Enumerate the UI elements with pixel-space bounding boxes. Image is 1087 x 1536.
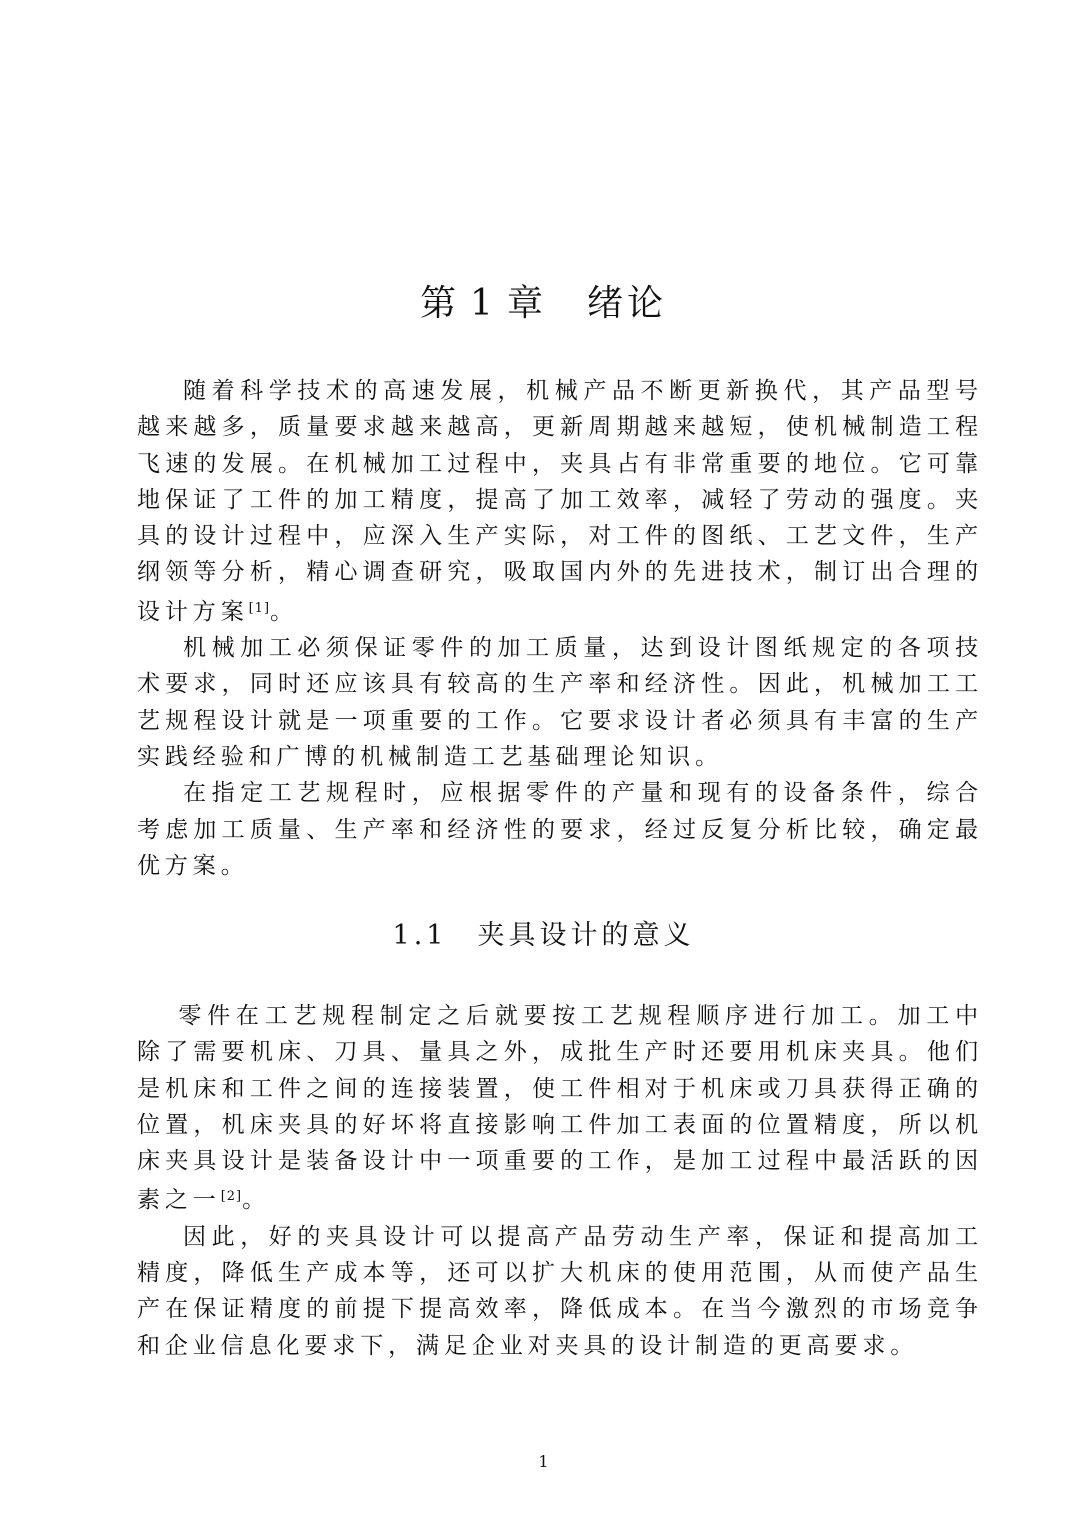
chapter-number: 1: [470, 283, 497, 324]
intro-paragraph-1: 随着科学技术的高速发展，机械产品不断更新换代，其产品型号越来越多，质量要求越来越高，更新周期越来越短，使机械制造工程飞速的发展。在机械加工过程中，夹具占有非常重要的地位。它可靠地保证了工件的加工精度，提高了加工效率，减轻了劳动的强度。夹具的设计过程中，应深入生产实际，对工件的图纸、工艺文件，生产纲领等分析，精心调查研究，吸取国内外的先进技术，制订出合理的设计方案[1]。: [137, 378, 983, 625]
section-number: 1.1: [392, 920, 448, 951]
section-paragraph-2: 因此，好的夹具设计可以提高产品劳动生产率，保证和提高加工精度，降低生产成本等，还可以扩大机床的使用范围，从而使产品生产在保证精度的前提下提高效率，降低成本。在当今激烈的市场竞争和企业信息化要求下，满足企业对夹具的设计制造的更高要求。: [137, 1223, 983, 1359]
chapter-title: [0, 282, 1087, 326]
citation-ref-2: [2]: [220, 1189, 243, 1205]
page-number: 1: [538, 1452, 549, 1471]
section-paragraph-1: 零件在工艺规程制定之后就要按工艺规程顺序进行加工。加工中除了需要机床、刀具、量具之外，成批生产时还要用机床夹具。他们是机床和工件之间的连接装置，使工件相对于机床或刀具获得正确的位置，机床夹具的好坏将直接影响工件加工表面的位置精度，所以机床夹具设计是装备设计中一项重要的工作，是加工过程中最活跃的因素之一[2]。: [137, 1003, 983, 1214]
section-title: [0, 916, 1087, 956]
intro-paragraph-3: 在指定工艺规程时，应根据零件的产量和现有的设备条件，综合考虑加工质量、生产率和经济性的要求，经过反复分析比较，确定最优方案。: [137, 780, 983, 879]
section-name: 夹具设计的意义: [477, 920, 695, 951]
section-text: [137, 998, 983, 1364]
intro-paragraph-2: 机械加工必须保证零件的加工质量，达到设计图纸规定的各项技术要求，同时还应该具有较高的生产率和经济性。因此，机械加工工艺规程设计就是一项重要的工作。它要求设计者必须具有丰富的生产实践经验和广博的机械制造工艺基础理论知识。: [137, 635, 983, 770]
citation-ref-1: [1]: [248, 600, 271, 616]
chapter-prefix: 第: [420, 283, 461, 324]
chapter-name: 绪论: [586, 283, 667, 324]
chapter-suffix: 章: [506, 283, 547, 324]
intro-text: [137, 373, 983, 884]
